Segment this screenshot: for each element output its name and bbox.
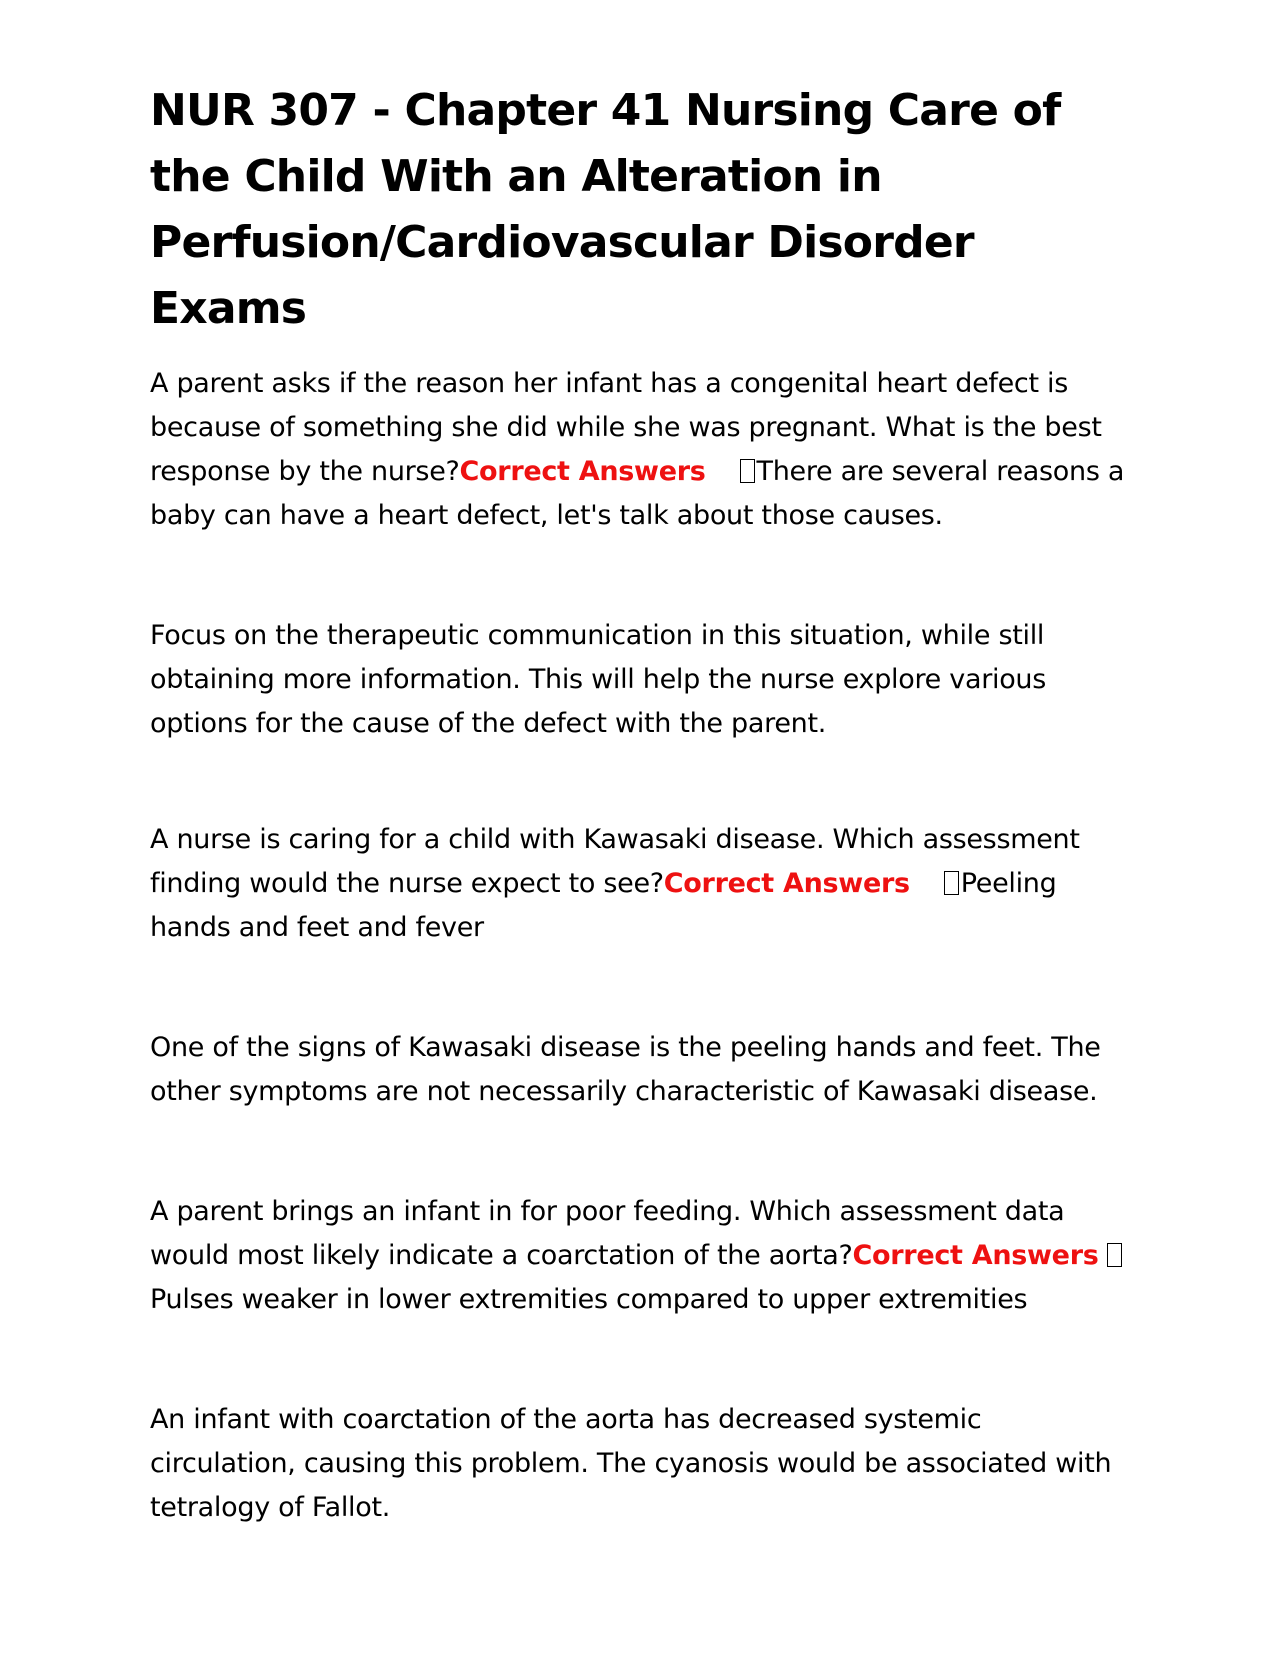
rationale-1: Focus on the therapeutic communication in this situation, while still obtaining more information. This will help the nurse explore various options for the cause of the defect with the parent. (150, 620, 1047, 739)
correct-answers-label-2: Correct Answers (663, 868, 910, 899)
answer-text-2: Peeling hands and feet and fever (150, 868, 1057, 943)
question-text-3: A parent brings an infant in for poor feeding. Which assessment data would most likely indicate a coarctation of the aorta? (150, 1196, 1065, 1271)
checkbox-glyph-icon (740, 459, 755, 483)
question-text-2: A nurse is caring for a child with Kawasaki disease. Which assessment finding would the nurse expect to see? (150, 824, 1080, 899)
qa-question-3 (150, 1190, 1130, 1322)
rationale-2: One of the signs of Kawasaki disease is the peeling hands and feet. The other symptoms are not necessarily characteristic of Kawasaki disease. (150, 1032, 1101, 1107)
correct-answers-label-3: Correct Answers (852, 1240, 1099, 1271)
document-title: NUR 307 - Chapter 41 Nursing Care of the Child With an Alteration in Perfusion/Cardiovascular Disorder Exams (150, 85, 1061, 334)
answer-text-1: There are several reasons a baby can have a heart defect, let's talk about those causes. (150, 456, 1125, 531)
qa-question-1 (150, 362, 1130, 538)
checkbox-glyph-icon (1107, 1243, 1122, 1267)
document-page (150, 78, 1130, 1530)
rationale-3: An infant with coarctation of the aorta has decreased systemic circulation, causing this problem. The cyanosis would be associated with tetralogy of Fallot. (150, 1404, 1112, 1523)
correct-answers-label-1: Correct Answers (459, 456, 706, 487)
checkbox-glyph-icon (944, 871, 959, 895)
qa-question-2 (150, 818, 1130, 950)
question-text-1: A parent asks if the reason her infant has a congenital heart defect is because of something she did while she was pregnant. What is the best response by the nurse? (150, 368, 1102, 487)
answer-text-3: Pulses weaker in lower extremities compared to upper extremities (150, 1284, 1028, 1315)
